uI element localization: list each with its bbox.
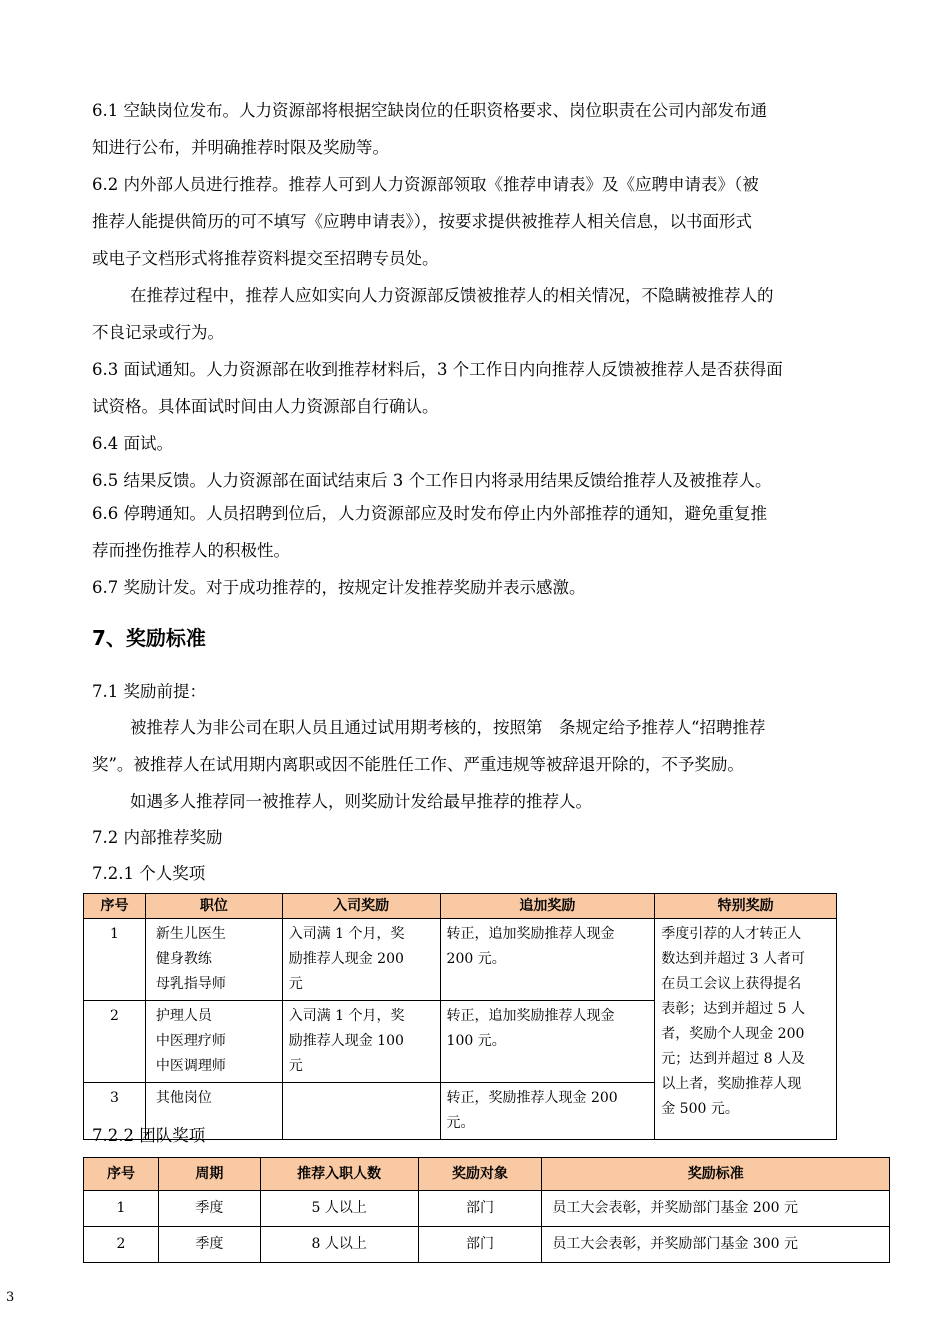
- target-cell: 部门: [418, 1227, 542, 1263]
- paragraph-line: 在推荐过程中，推荐人应如实向人力资源部反馈被推荐人的相关情况，不隐瞒被推荐人的: [130, 286, 774, 305]
- paragraph-line: 6.3 面试通知。人力资源部在收到推荐材料后，3 个工作日内向推荐人反馈被推荐人是否获得面: [92, 360, 783, 379]
- paragraph-line: 6.1 空缺岗位发布。人力资源部将根据空缺岗位的任职资格要求、岗位职责在公司内部发布通: [92, 101, 767, 120]
- header-cell: 职位: [145, 894, 282, 919]
- header-cell: 追加奖励: [440, 894, 655, 919]
- target-cell: 部门: [418, 1191, 542, 1227]
- row-number: 2: [84, 1227, 159, 1263]
- row-number: 1: [84, 1191, 159, 1227]
- special-reward-cell: 季度引荐的人才转正人 数达到并超过 3 人者可 在员工会议上获得提名 表彰；达到并超过 5 人 者，奖励个人现金 200 元；达到并超过 8 人及 以上者，奖励推荐人现 金 500 元。: [655, 919, 837, 1140]
- paragraph-line: 6.5 结果反馈。人力资源部在面试结束后 3 个工作日内将录用结果反馈给推荐人及被推荐人。: [92, 471, 772, 490]
- table-header-row: [84, 894, 837, 919]
- paragraph-line: 推荐人能提供简历的可不填写《应聘申请表》），按要求提供被推荐人相关信息，以书面形式: [92, 212, 752, 231]
- entry-reward-cell: 入司满 1 个月，奖 励推荐人现金 100 元: [282, 1001, 440, 1083]
- table-row: [84, 919, 837, 1001]
- paragraph-line: 奖”。被推荐人在试用期内离职或因不能胜任工作、严重违规等被辞退开除的，不予奖励。: [92, 755, 744, 774]
- paragraph-line: 6.4 面试。: [92, 434, 173, 453]
- period-cell: 季度: [158, 1227, 260, 1263]
- individual-award-table: [83, 893, 837, 1140]
- row-number: 2: [84, 1001, 146, 1083]
- table-header-row: [84, 1158, 890, 1191]
- entry-reward-cell: 入司满 1 个月，奖 励推荐人现金 200 元: [282, 919, 440, 1001]
- header-cell: 周期: [158, 1158, 260, 1191]
- table-row: [84, 1191, 890, 1227]
- header-cell: 推荐入职人数: [260, 1158, 418, 1191]
- paragraph-line: 试资格。具体面试时间由人力资源部自行确认。: [92, 397, 439, 416]
- table-row: [84, 1227, 890, 1263]
- count-cell: 8 人以上: [260, 1227, 418, 1263]
- page-number: 3: [6, 1290, 15, 1305]
- paragraph-line: 不良记录或行为。: [92, 323, 224, 342]
- row-number: 3: [84, 1083, 146, 1140]
- paragraph-line: 被推荐人为非公司在职人员且通过试用期考核的，按照第 条规定给予推荐人“招聘推荐: [130, 718, 766, 737]
- paragraph-line: 6.7 奖励计发。对于成功推荐的，按规定计发推荐奖励并表示感激。: [92, 578, 586, 597]
- header-cell: 序号: [84, 1158, 159, 1191]
- count-cell: 5 人以上: [260, 1191, 418, 1227]
- paragraph-line: 6.2 内外部人员进行推荐。推荐人可到人力资源部领取《推荐申请表》及《应聘申请表》（被: [92, 175, 759, 194]
- header-cell: 奖励对象: [418, 1158, 542, 1191]
- extra-reward-cell: 转正，追加奖励推荐人现金 100 元。: [440, 1001, 655, 1083]
- subsection-title: 7.1 奖励前提：: [92, 682, 206, 701]
- header-cell: 入司奖励: [282, 894, 440, 919]
- position-cell: 新生儿医生 健身教练 母乳指导师: [145, 919, 282, 1001]
- period-cell: 季度: [158, 1191, 260, 1227]
- paragraph-line: 如遇多人推荐同一被推荐人，则奖励计发给最早推荐的推荐人。: [130, 792, 592, 811]
- header-cell: 特别奖励: [655, 894, 837, 919]
- standard-cell: 员工大会表彰，并奖励部门基金 300 元: [542, 1227, 890, 1263]
- position-cell: 护理人员 中医理疗师 中医调理师: [145, 1001, 282, 1083]
- paragraph-line: 6.6 停聘通知。人员招聘到位后，人力资源部应及时发布停止内外部推荐的通知，避免重复推: [92, 504, 767, 523]
- paragraph-line: 荐而挫伤推荐人的积极性。: [92, 541, 290, 560]
- subsection-title: 7.2.1 个人奖项: [92, 864, 206, 883]
- extra-reward-cell: 转正，奖励推荐人现金 200 元。: [440, 1083, 655, 1140]
- paragraph-line: 或电子文档形式将推荐资料提交至招聘专员处。: [92, 249, 439, 268]
- team-award-table: [83, 1157, 890, 1263]
- row-number: 1: [84, 919, 146, 1001]
- header-cell: 奖励标准: [542, 1158, 890, 1191]
- position-cell: 其他岗位: [145, 1083, 282, 1140]
- extra-reward-cell: 转正，追加奖励推荐人现金 200 元。: [440, 919, 655, 1001]
- section-heading: 7、奖励标准: [92, 626, 206, 650]
- paragraph-line: 知进行公布，并明确推荐时限及奖励等。: [92, 138, 389, 157]
- subsection-title: 7.2 内部推荐奖励: [92, 828, 223, 847]
- header-cell: 序号: [84, 894, 146, 919]
- standard-cell: 员工大会表彰，并奖励部门基金 200 元: [542, 1191, 890, 1227]
- subsection-title: 7.2.2 团队奖项: [92, 1126, 206, 1145]
